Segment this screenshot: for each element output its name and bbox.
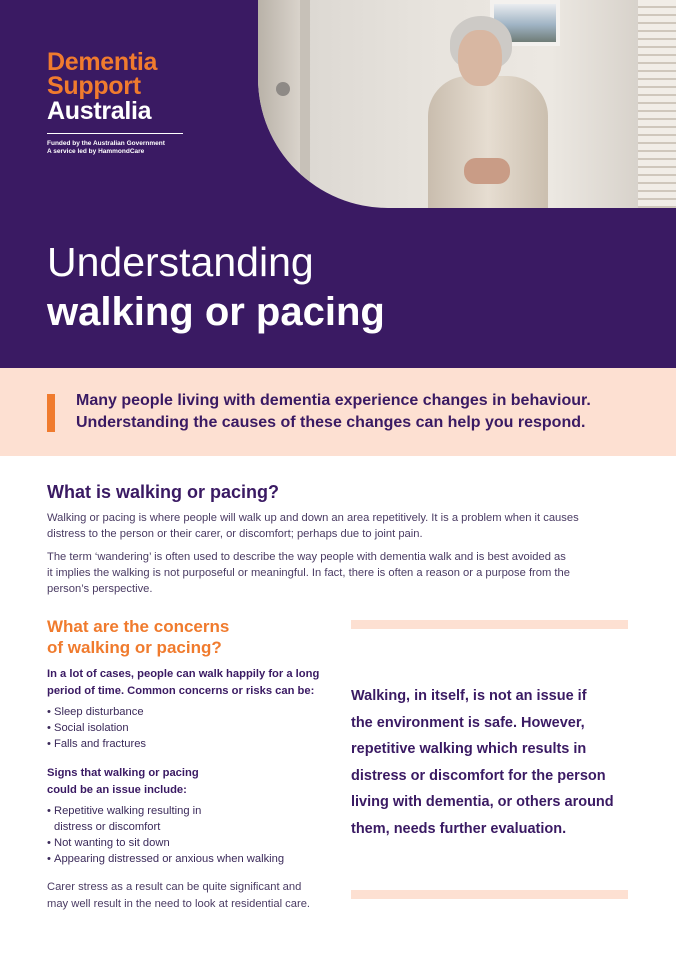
section-heading-what-is: What is walking or pacing? [47, 482, 280, 502]
brand-line-2: Support [47, 72, 141, 100]
title-line-2: walking or pacing [47, 290, 385, 334]
service-note: A service led by HammondCare [47, 148, 145, 155]
intro-accent-bar [47, 394, 55, 432]
carer-stress-note: Carer stress as a result can be quite significant and may well result in the need to look at residential care. [47, 881, 311, 910]
paragraph-wandering-term: The term ‘wandering’ is often used to describe the way people with dementia walk and is best avoided as it implies the walking is not purposeful or meaningful. In fact, there is often a reason or a purpose from the person’s perspective. [47, 551, 570, 595]
hero-photo [258, 0, 676, 208]
signs-lead: Signs that walking or pacing could be an issue include: [47, 767, 199, 796]
intro-text: Many people living with dementia experience changes in behaviour. Understanding the causes of these changes can help you respond. [76, 392, 591, 431]
list-item: • Repetitive walking resulting in distress or discomfort [47, 803, 337, 835]
list-item: • Social isolation [47, 720, 337, 736]
brand-line-3: Australia [47, 97, 152, 125]
brand-logo [47, 50, 183, 156]
funding-note: Funded by the Australian Government [47, 140, 165, 147]
list-item: • Sleep disturbance [47, 704, 337, 720]
list-item: • Not wanting to sit down [47, 835, 337, 851]
callout-bottom-divider [351, 890, 628, 899]
risks-list [47, 704, 337, 752]
intro-band [0, 368, 676, 456]
list-item: • Appearing distressed or anxious when walking [47, 851, 337, 867]
concerns-lead: In a lot of cases, people can walk happily for a long period of time. Common concerns or risks can be: [47, 668, 320, 697]
signs-list [47, 803, 337, 867]
list-item: • Falls and fractures [47, 736, 337, 752]
concerns-column [47, 666, 337, 913]
header-banner [0, 0, 676, 368]
brand-line-1: Dementia [47, 48, 158, 76]
callout-quote: Walking, in itself, is not an issue if the environment is safe. However, repetitive walking which results in distress or discomfort for the person living with dementia, or others around them, needs further evaluation. [351, 688, 614, 837]
title-line-1: Understanding [47, 239, 314, 285]
logo-divider [47, 133, 183, 134]
section-heading-concerns: What are the concerns of walking or pacing? [47, 617, 230, 657]
page-title [47, 238, 385, 338]
paragraph-definition: Walking or pacing is where people will walk up and down an area repetitively. It is a problem when it causes distress to the person or their carer, or discomfort; perhaps due to joint pain. [47, 512, 579, 540]
elderly-woman-figure [428, 16, 548, 208]
window-shutter [638, 0, 676, 208]
callout-top-divider [351, 620, 628, 629]
